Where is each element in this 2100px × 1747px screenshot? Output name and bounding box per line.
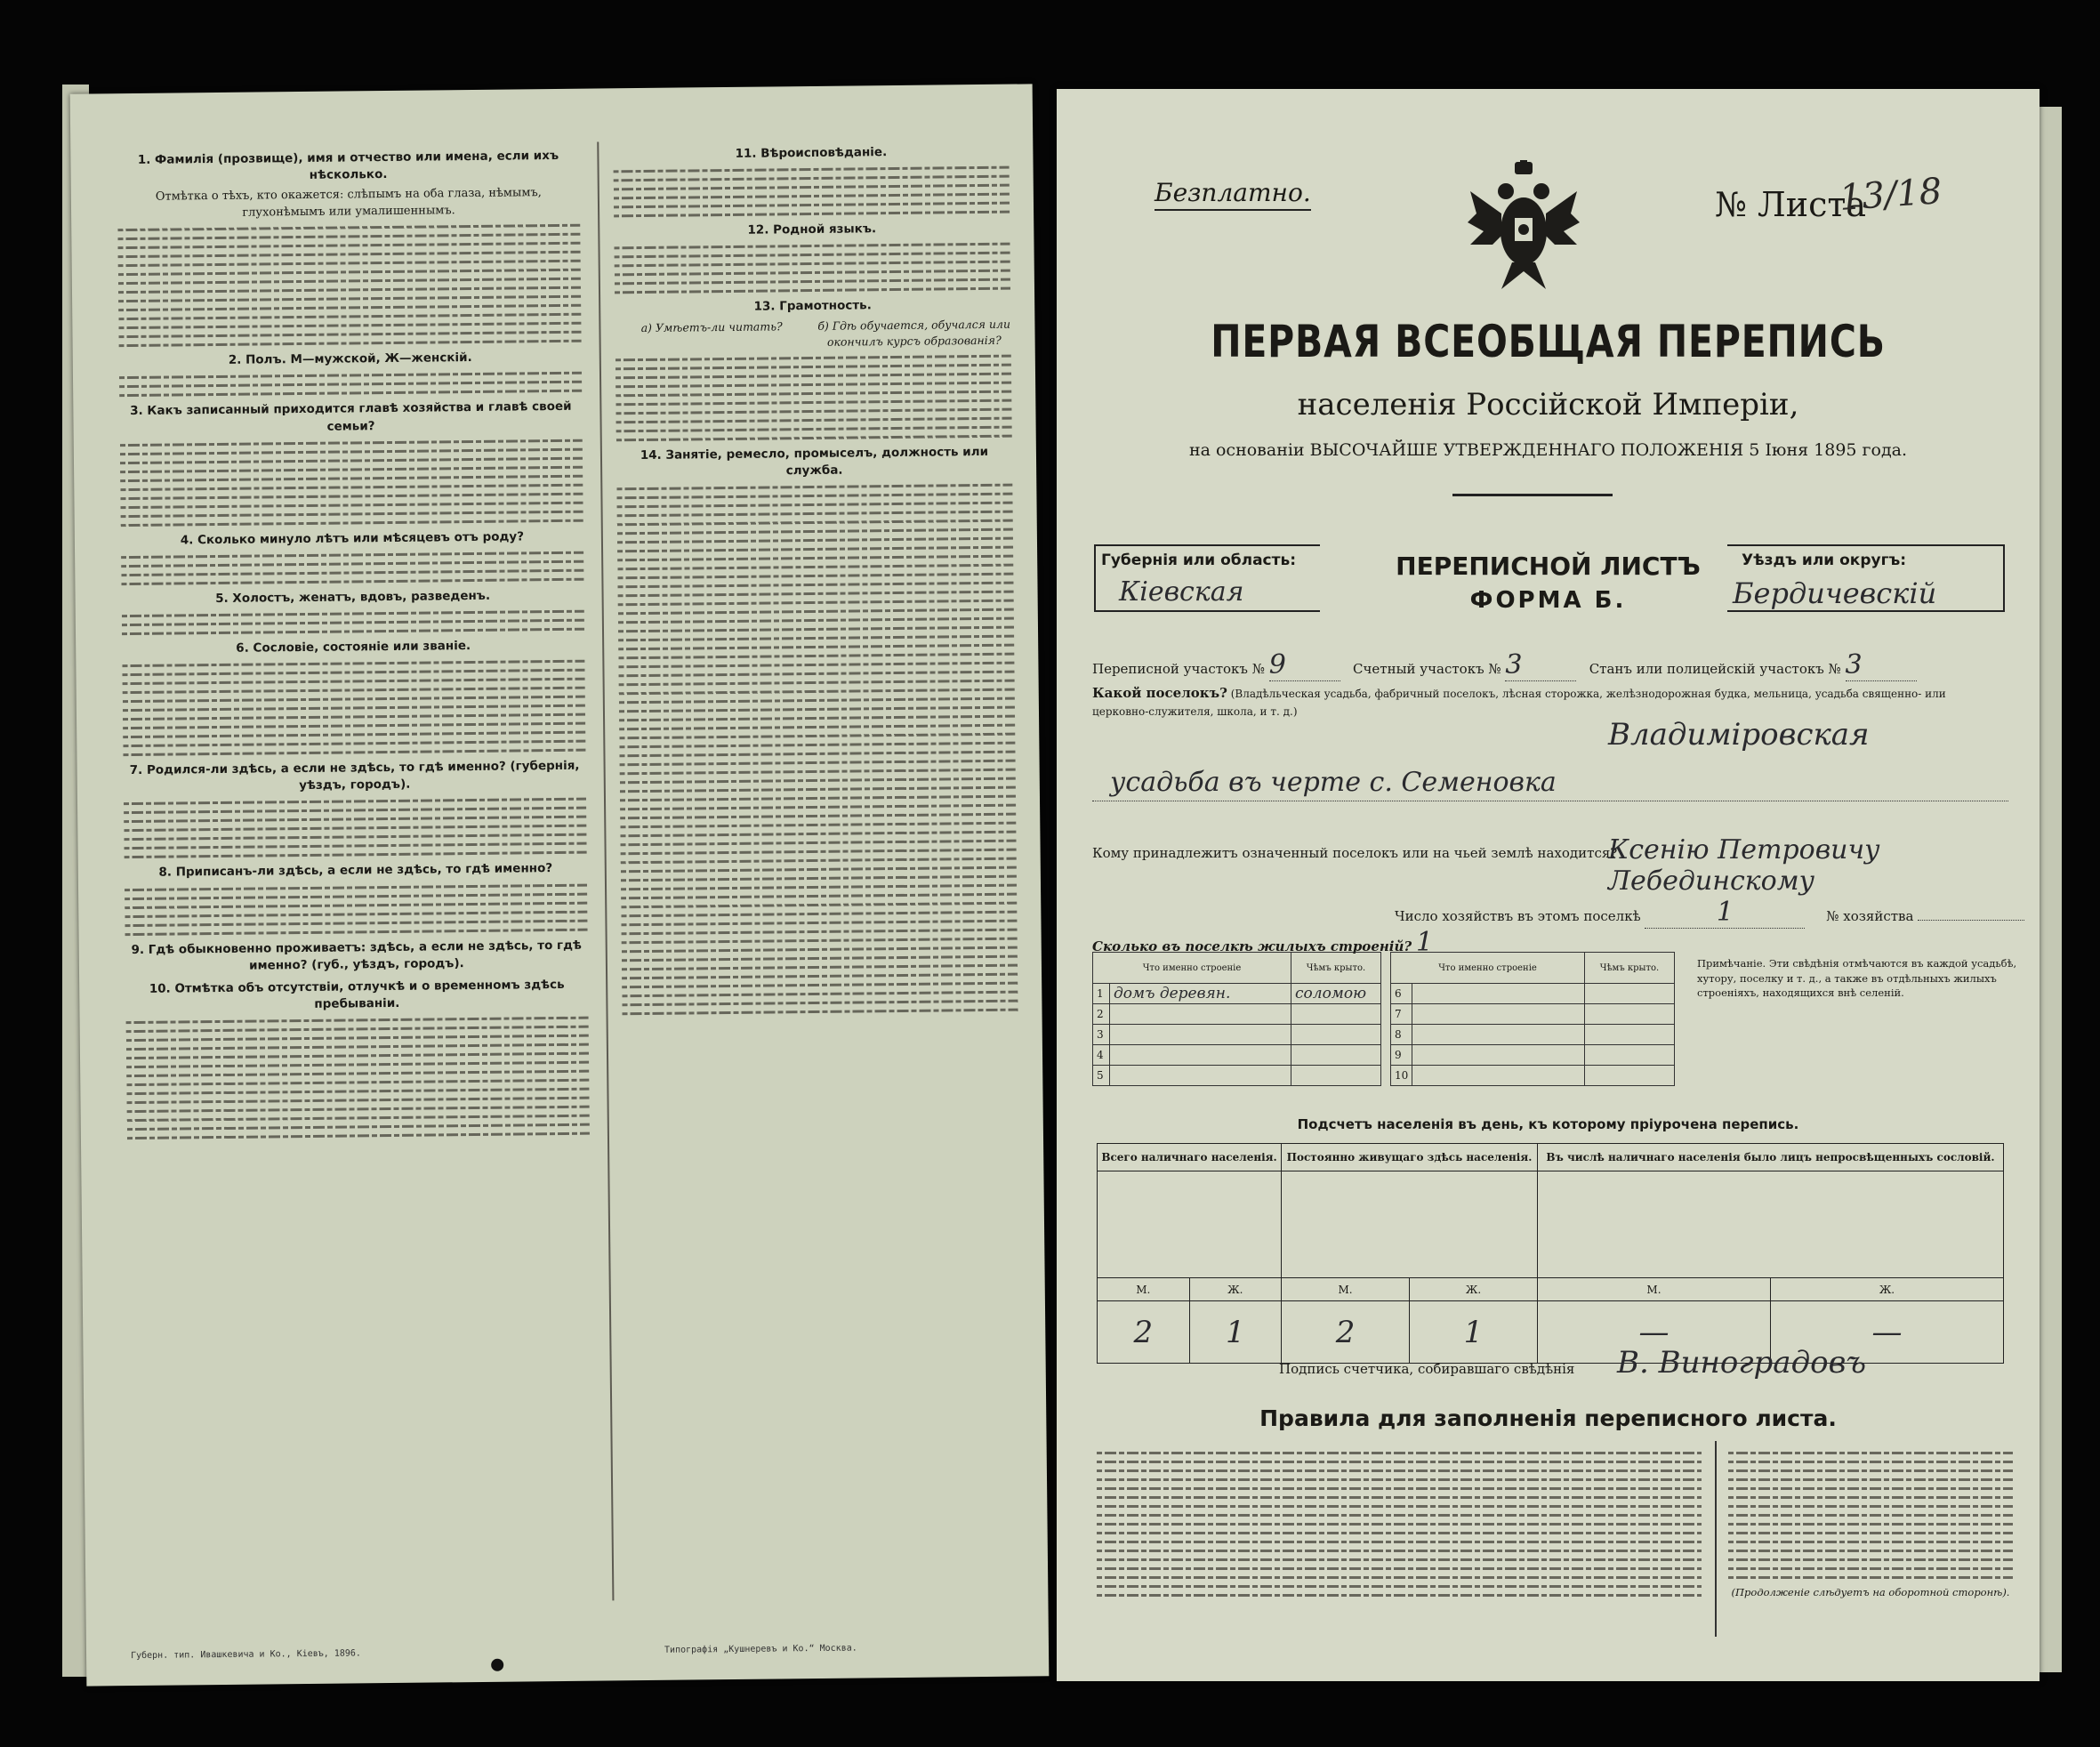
stan-value: 3 [1846, 649, 1917, 681]
instructions-column-a [117, 142, 590, 1147]
uezd-value: Бердичевскій [1733, 576, 1937, 610]
household-number-label: № хозяйства [1826, 908, 1914, 924]
total-resident-header: Постоянно живущаго здѣсь населенія. [1282, 1144, 1538, 1171]
binding-hole [491, 1659, 503, 1671]
row-number: 3 [1093, 1025, 1110, 1045]
buildings-note: Примѣчаніе. Эти свѣдѣнія отмѣчаются въ каждой усадьбѣ, хутору, поселку и т. д., а также въ отдѣльныхъ жилыхъ строеніяхъ, находящихся внѣ селеній. [1697, 957, 2017, 1000]
settlement-note: (Владѣльческая усадьба, фабричный поселокъ, лѣсная сторожка, желѣзнодорожная будка, мельница, усадьба священно- или церковно-служителя, школа, и т. д.) [1092, 688, 1946, 718]
building-type-value: домъ деревян. [1110, 984, 1291, 1004]
district-line [1092, 649, 1917, 681]
resident-female-count: 1 [1410, 1301, 1538, 1364]
row-number: 5 [1093, 1066, 1110, 1086]
male-header: М. [1282, 1278, 1410, 1301]
instructions-column-b [613, 138, 1018, 1022]
left-page [70, 84, 1050, 1686]
female-header: Ж. [1189, 1278, 1282, 1301]
column-divider [597, 141, 614, 1600]
section-title: 10. Отмѣтка объ отсутствіи, отлучкѣ и о временномъ здѣсь пребываніи. [149, 977, 565, 1011]
gubernia-value: Кіевская [1119, 576, 1244, 608]
table-row [1093, 1066, 1381, 1086]
male-header: М. [1098, 1278, 1190, 1301]
subsection-a: а) Умѣетъ-ли читать? [640, 319, 783, 335]
table-row [1391, 1004, 1675, 1025]
title-rule [1452, 494, 1613, 496]
total-nonlocal-header: Въ числѣ наличнаго населенія было лицъ непросвѣщенныхъ сословій. [1537, 1144, 2003, 1171]
building-roof-header: Чѣмъ крыто. [1585, 953, 1675, 984]
present-male-count: 2 [1098, 1301, 1190, 1364]
settlement-value-line1: Владиміровская [1608, 717, 1870, 753]
owner-value: Ксенію Петровичу Лебединскому [1608, 834, 1880, 897]
row-number: 1 [1093, 984, 1110, 1004]
building-type-header: Что именно строеніе [1391, 953, 1585, 984]
building-roof-value: соломою [1291, 984, 1380, 1004]
buildings-table [1092, 952, 1381, 1086]
table-row [1391, 1045, 1675, 1066]
totals-title: Подсчетъ населенія въ день, къ которому пріурочена перепись. [1297, 1116, 1799, 1132]
buildings-table-continued [1390, 952, 1675, 1086]
section-title: 8. Приписанъ-ли здѣсь, а если не здѣсь, то гдѣ именно? [158, 861, 553, 881]
subsection-b: б) Гдѣ обучается, обучался или окончилъ курсъ образованія? [817, 318, 1011, 350]
row-number: 9 [1391, 1045, 1412, 1066]
gubernia-label: Губернія или область: [1101, 551, 1297, 569]
section-title: 12. Родной языкъ. [747, 221, 877, 237]
table-row [1391, 1066, 1675, 1086]
section-title: 14. Занятіе, ремесло, промыселъ, должность или служба. [640, 444, 989, 479]
settlement-label: Какой поселокъ? [1092, 685, 1227, 701]
owner-label: Кому принадлежитъ означенный поселокъ или на чьей землѣ находится? [1092, 845, 1618, 861]
sheet-number-handwritten: 13/18 [1838, 171, 1943, 219]
row-number: 10 [1391, 1066, 1412, 1086]
census-form-page [1057, 89, 2040, 1681]
table-row [1391, 984, 1675, 1004]
count-district-label: Счетный участокъ № [1353, 661, 1501, 677]
section-title: 4. Сколько минуло лѣтъ или мѣсяцевъ отъ роду? [180, 529, 525, 548]
sheet-number-label: № Листа [1715, 185, 1867, 224]
section-title: 3. Какъ записанный приходится главѣ хозяйства и главѣ своей семьи? [130, 399, 572, 434]
signature-label: Подпись счетчика, собиравшаго свѣдѣнія [1279, 1361, 1575, 1377]
nonlocal-female-count: — [1770, 1301, 2003, 1364]
section-title: 11. Вѣроисповѣданіе. [735, 145, 888, 161]
table-row [1093, 1004, 1381, 1025]
table-row [1093, 1045, 1381, 1066]
section-title: 1. Фамилія (прозвище), имя и отчество или имена, если ихъ нѣсколько. [137, 148, 559, 183]
households-label: Число хозяйствъ въ этомъ поселкѣ [1395, 908, 1641, 924]
building-type-header: Что именно строеніе [1093, 953, 1291, 984]
present-female-count: 1 [1189, 1301, 1282, 1364]
printer-imprint: Губерн. тип. Ивашкевича и Ко., Кiевъ, 1896. [130, 1648, 361, 1662]
row-number: 2 [1093, 1004, 1110, 1025]
settlement-value-line2: усадьба въ черте с. Семеновка [1110, 767, 1557, 798]
form-legal-basis: на основаніи ВЫСОЧАЙШЕ УТВЕРЖДЕННАГО ПОЛОЖЕНІЯ 5 Іюня 1895 года. [1188, 440, 1908, 460]
table-row [1391, 1025, 1675, 1045]
building-roof-header: Чѣмъ крыто. [1291, 953, 1380, 984]
form-name: ПЕРЕПИСНОЙ ЛИСТЪ [1396, 551, 1701, 581]
form-subtitle: населенія Россійской Имперіи, [1297, 387, 1799, 423]
form-main-title: ПЕРВАЯ ВСЕОБЩАЯ ПЕРЕПИСЬ [1211, 316, 1886, 367]
section-title: 5. Холостъ, женатъ, вдовъ, разведенъ. [215, 588, 491, 606]
nonlocal-male-count: — [1537, 1301, 1770, 1364]
buildings-label: Сколько въ поселкѣ жилыхъ строеній? [1092, 938, 1412, 954]
table-row [1093, 984, 1381, 1004]
female-header: Ж. [1410, 1278, 1538, 1301]
buildings-value: 1 [1415, 927, 1434, 958]
stan-label: Станъ или полицейскій участокъ № [1589, 661, 1841, 677]
row-number: 7 [1391, 1004, 1412, 1025]
rules-continued-note: (Продолженіе слѣдуетъ на оборотной сторонѣ). [1731, 1586, 2010, 1598]
row-number: 4 [1093, 1045, 1110, 1066]
total-present-header: Всего наличнаго населенія. [1098, 1144, 1282, 1171]
table-row [1093, 1025, 1381, 1045]
rules-column-b [1728, 1445, 2013, 1600]
printer-imprint: Типографія „Кушнеревъ и Ко.“ Москва. [664, 1643, 857, 1655]
population-totals-table [1097, 1143, 2004, 1364]
section-title: 13. Грамотность. [753, 298, 872, 314]
census-district-value: 9 [1269, 649, 1340, 681]
section-title: 6. Сословіе, состояніе или званіе. [236, 639, 471, 656]
count-district-value: 3 [1505, 649, 1576, 681]
section-subtitle: Отмѣтка о тѣхъ, кто окажется: слѣпымъ на оба глаза, нѣмымъ, глухонѣмымъ или умалишеннымъ. [155, 186, 542, 220]
census-district-label: Переписной участокъ № [1092, 661, 1265, 677]
female-header: Ж. [1770, 1278, 2003, 1301]
row-number: 8 [1391, 1025, 1412, 1045]
section-title: 2. Полъ. М—мужской, Ж—женскій. [228, 350, 472, 368]
rules-divider [1715, 1441, 1717, 1637]
settlement-row [1092, 683, 1999, 720]
double-headed-eagle-emblem [1466, 160, 1581, 294]
section-title: 9. Гдѣ обыкновенно проживаетъ: здѣсь, а если не здѣсь, то гдѣ именно? (губ., уѣздъ, городъ). [131, 938, 582, 973]
free-label: Безплатно. [1155, 178, 1311, 211]
row-number: 6 [1391, 984, 1412, 1004]
households-row [1395, 897, 2024, 929]
resident-male-count: 2 [1282, 1301, 1410, 1364]
enumerator-signature: В. Виноградовъ [1617, 1345, 1867, 1381]
rules-title: Правила для заполненія переписного листа. [1259, 1405, 1837, 1431]
households-value: 1 [1645, 897, 1805, 929]
form-letter: ФОРМА Б. [1469, 587, 1627, 614]
male-header: М. [1537, 1278, 1770, 1301]
uezd-label: Уѣздъ или округъ: [1742, 551, 1907, 569]
rules-column-a [1097, 1445, 1702, 1603]
section-title: 7. Родился-ли здѣсь, а если не здѣсь, то гдѣ именно? (губернія, уѣздъ, городъ). [129, 758, 580, 793]
